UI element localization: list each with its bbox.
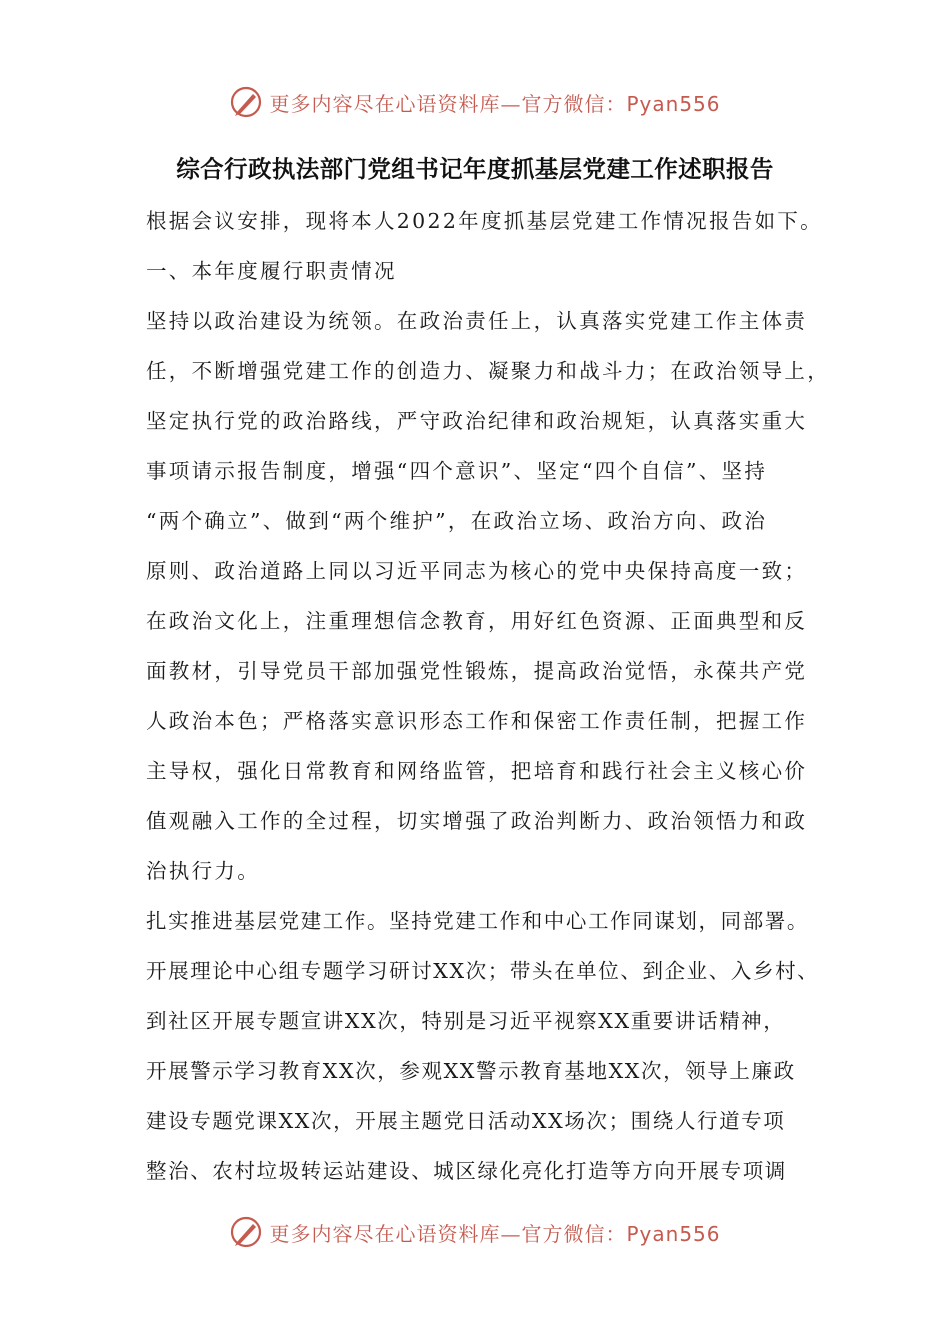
watermark-footer: [0, 1212, 950, 1252]
body-line: 值观融入工作的全过程，切实增强了政治判断力、政治领悟力和政: [146, 809, 808, 833]
body-line: 面教材，引导党员干部加强党性锻炼，提高政治觉悟，永葆共产党: [146, 659, 808, 683]
body-line: 主导权，强化日常教育和网络监管，把培育和践行社会主义核心价: [146, 759, 808, 783]
body-line: 根据会议安排，现将本人2022年度抓基层党建工作情况报告如下。: [146, 209, 823, 233]
document-title: 综合行政执法部门党组书记年度抓基层党建工作述职报告: [176, 155, 774, 183]
watermark-text: [269, 1218, 720, 1247]
watermark-text-cn: 更多内容尽在心语资料库—官方微信：: [269, 91, 627, 116]
body-line: 扎实推进基层党建工作。坚持党建工作和中心工作同谋划，同部署。: [146, 909, 809, 933]
pen-logo-icon: [229, 85, 263, 119]
body-line: 到社区开展专题宣讲XX次，特别是习近平视察XX重要讲话精神，: [146, 1009, 786, 1033]
body-line: “两个确立”、做到“两个维护”，在政治立场、政治方向、政治: [146, 509, 768, 533]
body-line: 治执行力。: [146, 859, 260, 883]
body-line: 开展理论中心组专题学习研讨XX次；带头在单位、到企业、入乡村、: [146, 959, 820, 983]
document-body: [146, 196, 830, 1196]
body-line: 事项请示报告制度，增强“四个意识”、坚定“四个自信”、坚持: [146, 459, 768, 483]
body-line: 人政治本色；严格落实意识形态工作和保密工作责任制，把握工作: [146, 709, 808, 733]
watermark-header: [0, 82, 950, 122]
body-line: 整治、农村垃圾转运站建设、城区绿化亮化打造等方向开展专项调: [146, 1159, 787, 1183]
body-line: 坚持以政治建设为统领。在政治责任上，认真落实党建工作主体责: [146, 309, 808, 333]
watermark-wechat-id: Pyan556: [626, 1221, 721, 1246]
watermark-wechat-id: Pyan556: [626, 91, 721, 116]
body-line: 开展警示学习教育XX次，参观XX警示教育基地XX次，领导上廉政: [146, 1059, 796, 1083]
watermark-text: [269, 88, 720, 117]
body-line: 建设专题党课XX次，开展主题党日活动XX场次；围绕人行道专项: [146, 1109, 786, 1133]
body-line: 原则、政治道路上同以习近平同志为核心的党中央保持高度一致；: [146, 559, 808, 583]
body-line: 在政治文化上，注重理想信念教育，用好红色资源、正面典型和反: [146, 609, 808, 633]
body-line: 坚定执行党的政治路线，严守政治纪律和政治规矩，认真落实重大: [146, 409, 808, 433]
watermark-text-cn: 更多内容尽在心语资料库—官方微信：: [269, 1221, 627, 1246]
section-heading: 一、本年度履行职责情况: [146, 259, 397, 283]
pen-logo-icon: [229, 1215, 263, 1249]
body-line: 任，不断增强党建工作的创造力、凝聚力和战斗力；在政治领导上，: [146, 359, 830, 383]
